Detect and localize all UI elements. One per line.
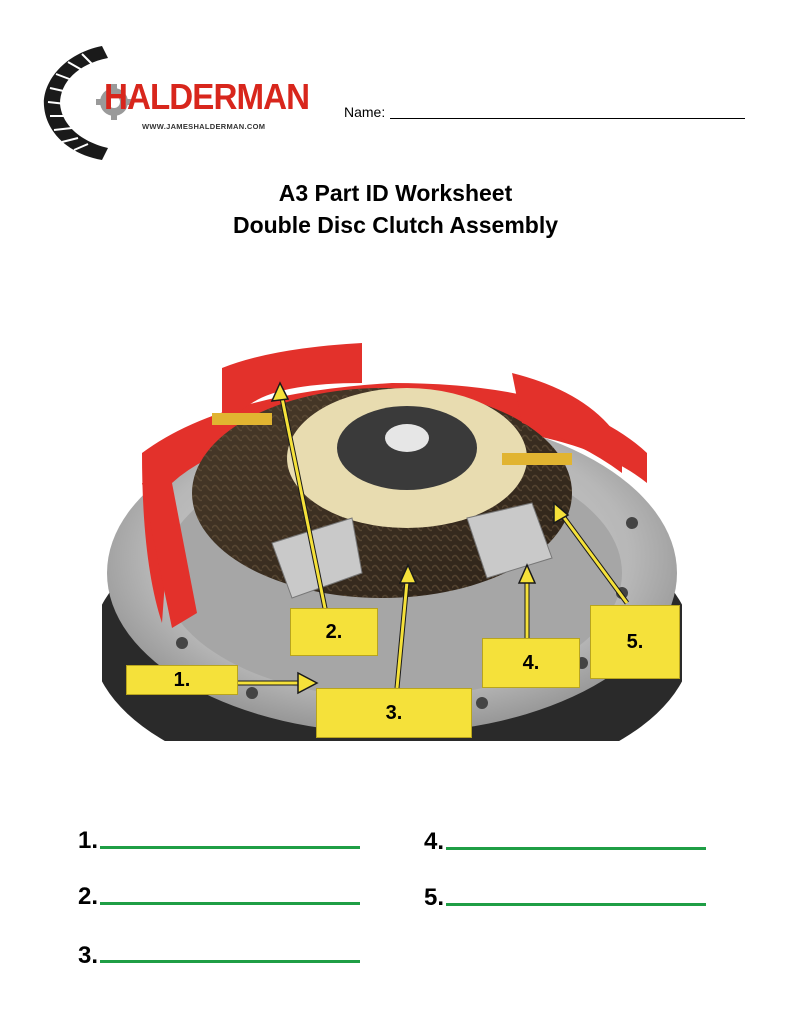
page-title: A3 Part ID Worksheet <box>278 180 513 206</box>
callout-4: 4. <box>482 638 580 688</box>
answer-5-label: 5. <box>424 884 445 911</box>
name-field[interactable] <box>390 118 745 119</box>
answer-3-field[interactable] <box>100 960 360 963</box>
logo-url: WWW.JAMESHALDERMAN.COM <box>142 122 266 131</box>
answer-4-label: 4. <box>424 828 445 855</box>
callout-1: 1. <box>126 665 238 695</box>
answer-5-field[interactable] <box>446 903 706 906</box>
answer-3-label: 3. <box>78 942 99 969</box>
answer-4-field[interactable] <box>446 847 706 850</box>
callout-3: 3. <box>316 688 472 738</box>
page-subtitle: Double Disc Clutch Assembly <box>232 212 559 238</box>
callout-5: 5. <box>590 605 680 679</box>
name-label: Name: <box>344 104 386 120</box>
logo-wordmark: HALDERMAN <box>104 76 310 117</box>
answer-1-label: 1. <box>78 827 99 854</box>
answer-2-field[interactable] <box>100 902 360 905</box>
answer-1-field[interactable] <box>100 846 360 849</box>
answer-2-label: 2. <box>78 883 99 910</box>
callout-2: 2. <box>290 608 378 656</box>
